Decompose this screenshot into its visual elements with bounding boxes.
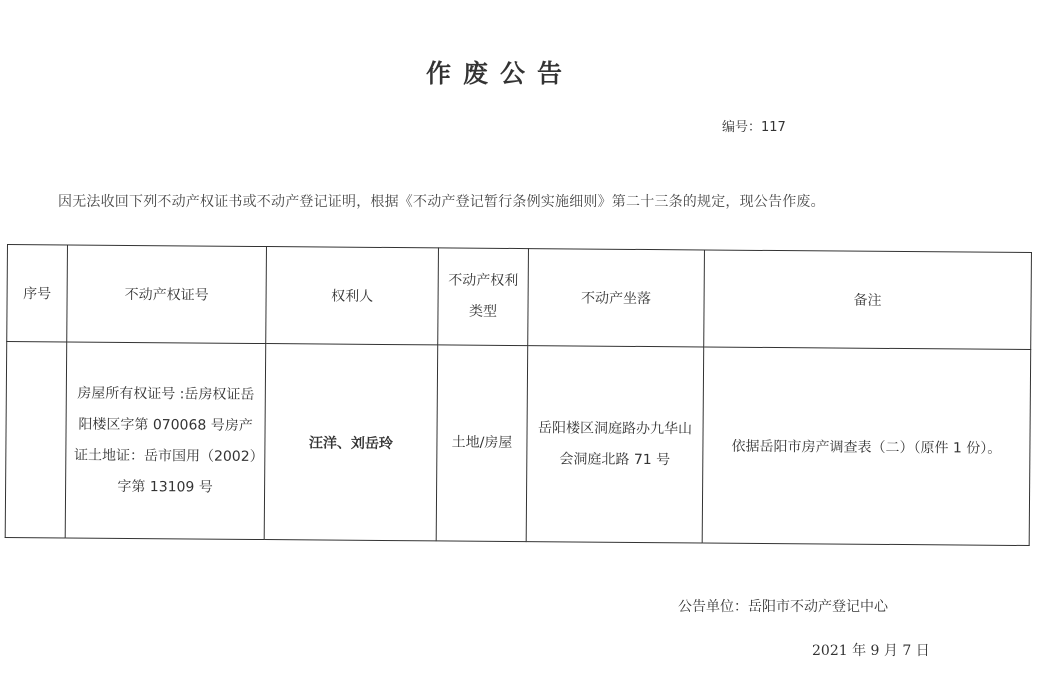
table-header-row: [7, 245, 1032, 350]
voided-certificates-table: [5, 244, 1032, 546]
cell-holder: 汪洋、刘岳玲: [264, 344, 438, 541]
announcement-number: 编号：117: [722, 120, 786, 135]
cell-certificate: 房屋所有权证号 :岳房权证岳阳楼区字第 070068 号房产证土地证：岳市国用（2002）字第 13109 号: [65, 342, 266, 540]
header-certificate: 不动产权证号: [67, 245, 267, 344]
cell-index: [5, 342, 67, 538]
cell-remark: 依据岳阳市房产调查表（二）（原件 1 份）。: [702, 347, 1031, 546]
cell-right-type: 土地/房屋: [436, 345, 528, 542]
header-index: 序号: [7, 245, 68, 342]
intro-paragraph: 因无法收回下列不动产权证书或不动产登记证明，根据《不动产登记暂行条例实施细则》第二十三条的规定，现公告作废。: [58, 194, 825, 210]
cell-location: 岳阳楼区洞庭路办九华山会洞庭北路 71 号: [526, 346, 704, 543]
issue-date: 2021 年 9 月 7 日: [812, 643, 930, 659]
page-title: 作废公告: [425, 59, 574, 88]
issuing-unit: 公告单位：岳阳市不动产登记中心: [678, 599, 888, 615]
header-location: 不动产坐落: [528, 249, 705, 347]
table-row: [5, 342, 1031, 546]
header-holder: 权利人: [266, 247, 439, 345]
header-remark: 备注: [704, 250, 1032, 350]
header-right-type: 不动产权利类型: [438, 248, 529, 346]
